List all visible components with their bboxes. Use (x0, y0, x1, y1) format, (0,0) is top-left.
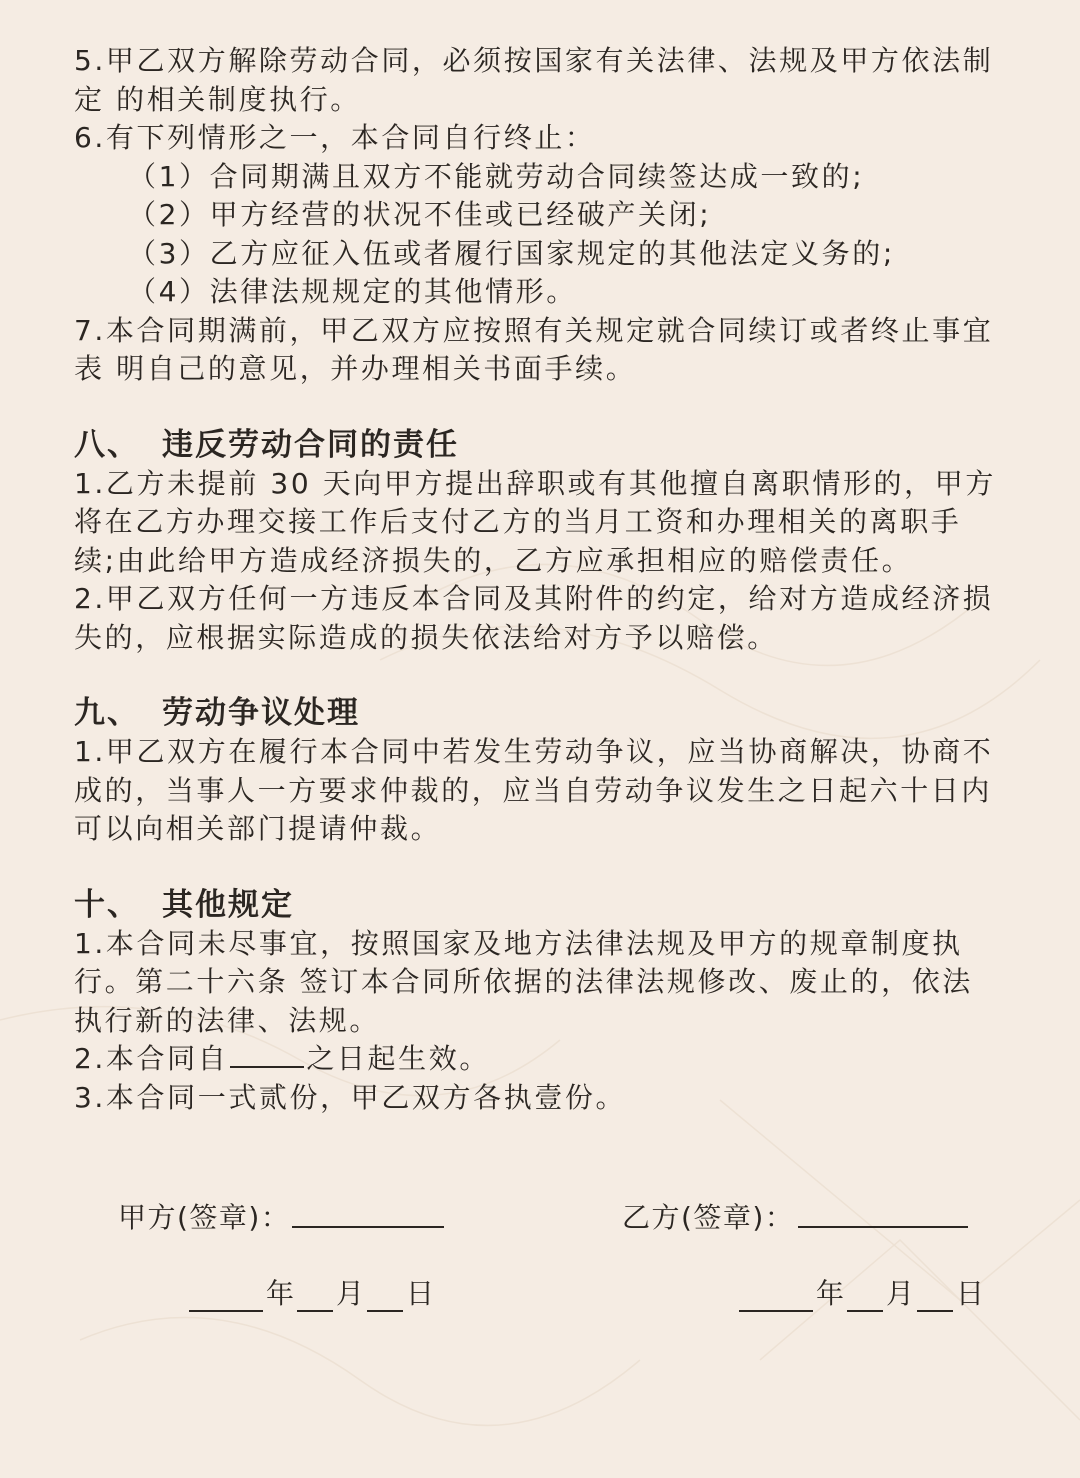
section-10-line-2: 行。第二十六条 签订本合同所依据的法律法规修改、废止的，依法 (74, 965, 973, 998)
party-a-date (186, 1272, 434, 1312)
party-b-date (736, 1272, 984, 1312)
party-b-year-label: 年 (816, 1277, 845, 1310)
party-a-month-blank[interactable] (297, 1284, 333, 1312)
section-8-line-4: 2.甲乙双方任何一方违反本合同及其附件的约定，给对方造成经济损 (74, 582, 994, 615)
clause-7-7-line-1: 7.本合同期满前，甲乙双方应按照有关规定就合同续订或者终止事宜 (74, 313, 994, 347)
party-a-year-label: 年 (266, 1277, 295, 1310)
party-a-signature-label: 甲方(签章)： (118, 1201, 291, 1234)
party-a-day-blank[interactable] (367, 1284, 403, 1312)
party-a-year-blank[interactable] (189, 1284, 263, 1312)
clause-7-5-line-2: 定 的相关制度执行。 (74, 82, 361, 116)
section-8-line-5: 失的，应根据实际造成的损失依法给对方予以赔偿。 (74, 620, 778, 654)
section-8-number: 八、 (74, 426, 140, 463)
section-10-line-3: 执行新的法律、法规。 (74, 1003, 381, 1037)
clause-7-6-item-1: （1）合同期满且双方不能就劳动合同续签达成一致的; (128, 159, 865, 193)
effective-date-suffix: 之日起生效。 (306, 1042, 490, 1075)
section-10-line-1: 1.本合同未尽事宜，按照国家及地方法律法规及甲方的规章制度执 (74, 926, 963, 960)
clause-7-7-line-2: 表 明自己的意见，并办理相关书面手续。 (74, 352, 637, 385)
section-9-title: 劳动争议处理 (162, 695, 360, 731)
section-10-number: 十、 (74, 886, 140, 923)
clause-7-6-item-4: （4）法律法规规定的其他情形。 (128, 275, 577, 308)
section-8-line-2: 将在乙方办理交接工作后支付乙方的当月工资和办理相关的离职手 (74, 505, 962, 538)
party-b-month-blank[interactable] (847, 1284, 883, 1312)
party-a-month-label: 月 (336, 1277, 365, 1310)
clause-7-6-item-3: （3）乙方应征入伍或者履行国家规定的其他法定义务的; (128, 236, 895, 270)
section-9-line-2: 成的，当事人一方要求仲裁的，应当自劳动争议发生之日起六十日内 (74, 773, 993, 807)
party-b-day-label: 日 (956, 1277, 985, 1310)
clause-7-6-line-1: 6.有下列情形之一，本合同自行终止： (74, 121, 596, 154)
copies-clause: 3.本合同一式贰份，甲乙双方各执壹份。 (74, 1080, 627, 1114)
party-b-signature-label: 乙方(签章)： (622, 1201, 795, 1234)
party-a-day-label: 日 (406, 1277, 435, 1310)
section-9-number: 九、 (74, 695, 140, 731)
section-9-line-3: 可以向相关部门提请仲裁。 (74, 812, 442, 845)
party-b-month-label: 月 (886, 1277, 915, 1310)
section-9-line-1: 1.甲乙双方在履行本合同中若发生劳动争议，应当协商解决，协商不 (74, 735, 994, 768)
party-a-signature-line[interactable] (292, 1226, 444, 1228)
section-8-line-3: 续;由此给甲方造成经济损失的，乙方应承担相应的赔偿责任。 (74, 543, 913, 577)
effective-date-prefix: 2.本合同自 (74, 1042, 229, 1075)
section-8-line-1: 1.乙方未提前 30 天向甲方提出辞职或有其他擅自离职情形的，甲方 (74, 466, 996, 500)
section-10-title: 其他规定 (162, 886, 294, 923)
party-b-year-blank[interactable] (739, 1284, 813, 1312)
party-b-signature-line[interactable] (798, 1226, 968, 1228)
clause-7-5-line-1: 5.甲乙双方解除劳动合同，必须按国家有关法律、法规及甲方依法制 (74, 44, 994, 77)
party-b-day-blank[interactable] (917, 1284, 953, 1312)
clause-7-6-item-2: （2）甲方经营的状况不佳或已经破产关闭; (128, 198, 712, 231)
section-8-title: 违反劳动合同的责任 (162, 426, 459, 463)
